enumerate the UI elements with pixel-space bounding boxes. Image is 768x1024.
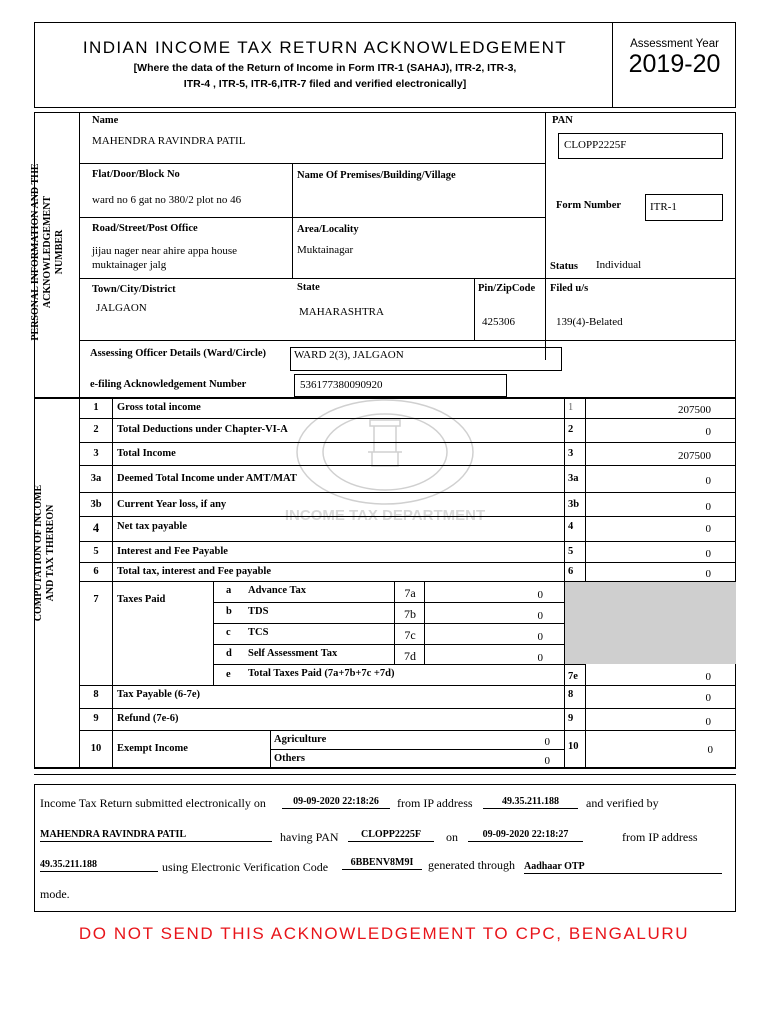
do-not-send-warning: DO NOT SEND THIS ACKNOWLEDGEMENT TO CPC, BENGALURU <box>78 924 690 943</box>
row-number: 3a <box>90 473 102 484</box>
row-label: Gross total income <box>117 402 201 413</box>
ip-address-2: 49.35.211.188 <box>40 858 158 872</box>
row-value: 0 <box>707 744 713 756</box>
svg-text:INCOME TAX DEPARTMENT: INCOME TAX DEPARTMENT <box>284 507 486 524</box>
row-value: 0 <box>705 426 711 438</box>
row-number: 8 <box>93 689 99 700</box>
flat-value: ward no 6 gat no 380/2 plot no 46 <box>92 194 242 206</box>
row-number: 1 <box>93 402 99 413</box>
row-label: Total tax, interest and Fee payable <box>117 566 271 577</box>
row-number: 2 <box>93 424 99 435</box>
name-value: MAHENDRA RAVINDRA PATIL <box>92 135 246 147</box>
tax-item-label: Self Assessment Tax <box>248 648 338 659</box>
row-number: 7 <box>93 594 99 605</box>
row-value: 0 <box>705 501 711 513</box>
tax-total-value: 0 <box>705 671 711 683</box>
verification-text-4: having PAN <box>280 830 339 844</box>
row-number: 3 <box>93 448 99 459</box>
row-value: 207500 <box>678 450 711 462</box>
name-label: Name <box>92 115 119 126</box>
personal-section-label: PERSONAL INFORMATION AND THE ACKNOWLEDGEMENT NUMBER <box>30 163 65 341</box>
road-label: Road/Street/Post Office <box>92 223 198 234</box>
town-label: Town/City/District <box>92 284 176 295</box>
taxes-paid-shaded-area <box>565 582 736 664</box>
row-number: 9 <box>93 713 99 724</box>
verification-text-3: and verified by <box>586 796 659 810</box>
verification-text-7: using Electronic Verification Code <box>162 860 329 874</box>
status-value: Individual <box>596 259 642 271</box>
area-value: Muktainagar <box>297 244 354 256</box>
row-label: Interest and Fee Payable <box>117 546 228 557</box>
row-code: 4 <box>568 521 574 532</box>
row-code: 9 <box>568 713 574 724</box>
document-subtitle-line2: ITR-4 , ITR-5, ITR-6,ITR-7 filed and verified electronically] <box>183 78 467 90</box>
road-value-line2: muktainager jalg <box>92 259 167 271</box>
tax-item-value: 0 <box>537 652 543 664</box>
pin-value: 425306 <box>482 316 515 328</box>
verified-by: MAHENDRA RAVINDRA PATIL <box>40 828 272 842</box>
form-number-label: Form Number <box>556 200 622 211</box>
ip-address-1: 49.35.211.188 <box>483 795 578 809</box>
row-number: 5 <box>93 546 99 557</box>
row-label: Taxes Paid <box>117 594 166 605</box>
row-code: 6 <box>568 566 574 577</box>
row-label: Refund (7e-6) <box>117 713 179 724</box>
flat-label: Flat/Door/Block No <box>92 169 180 180</box>
row-code: 8 <box>568 689 574 700</box>
tax-total-code: 7e <box>568 671 578 682</box>
row-label: Deemed Total Income under AMT/MAT <box>117 473 297 484</box>
document-title: INDIAN INCOME TAX RETURN ACKNOWLEDGEMENT <box>82 38 568 57</box>
tax-item-label: TDS <box>248 606 269 617</box>
row-number: 10 <box>90 743 102 754</box>
road-value-line1: jijau nager near ahire appa house <box>92 245 238 257</box>
pan-value: CLOPP2225F <box>564 139 627 151</box>
ack-label: e-filing Acknowledgement Number <box>90 379 247 390</box>
row-label: Total Deductions under Chapter-VI-A <box>117 424 288 435</box>
tax-item-code: 7b <box>404 607 416 621</box>
others-value: 0 <box>544 755 550 767</box>
tax-item-code: 7a <box>404 586 416 600</box>
tax-item-value: 0 <box>537 610 543 622</box>
row-label: Net tax payable <box>117 521 187 532</box>
income-tax-department-emblem <box>270 392 500 540</box>
tax-item-code: 7c <box>404 628 416 642</box>
verified-on: 09-09-2020 22:18:27 <box>468 828 583 842</box>
verification-text-8: generated through <box>428 858 515 872</box>
row-label: Tax Payable (6-7e) <box>117 689 201 700</box>
status-label: Status <box>550 261 579 272</box>
row-label: Current Year loss, if any <box>117 499 227 510</box>
tax-item-code: 7d <box>404 649 416 663</box>
assessment-year: 2019-20 <box>628 50 721 78</box>
area-label: Area/Locality <box>297 224 359 235</box>
row-code: 10 <box>568 741 579 752</box>
row-label: Total Income <box>117 448 176 459</box>
verified-pan: CLOPP2225F <box>348 828 434 842</box>
row-code: 1 <box>568 402 574 413</box>
pin-label: Pin/ZipCode <box>478 283 536 294</box>
tax-item-letter: c <box>226 627 231 638</box>
row-value: 0 <box>705 475 711 487</box>
row-code: 5 <box>568 546 574 557</box>
row-code: 3 <box>568 448 574 459</box>
verification-text-2: from IP address <box>397 796 473 810</box>
others-label: Others <box>274 753 305 764</box>
tax-item-value: 0 <box>537 589 543 601</box>
filed-label: Filed u/s <box>550 283 589 294</box>
state-label: State <box>297 282 320 293</box>
tax-total-letter: e <box>226 669 231 680</box>
ao-value: WARD 2(3), JALGAON <box>294 349 404 361</box>
town-value: JALGAON <box>96 302 147 314</box>
ao-label: Assessing Officer Details (Ward/Circle) <box>90 348 267 359</box>
tax-item-value: 0 <box>537 631 543 643</box>
row-code: 2 <box>568 424 574 435</box>
row-number: 4 <box>92 521 100 535</box>
submitted-on: 09-09-2020 22:18:26 <box>282 795 390 809</box>
document-subtitle-line1: [Where the data of the Return of Income in Form ITR-1 (SAHAJ), ITR-2, ITR-3, <box>133 62 517 74</box>
row-value: 0 <box>705 523 711 535</box>
verification-text-5: on <box>446 830 458 844</box>
agri-value: 0 <box>544 736 550 748</box>
tax-item-letter: a <box>226 585 232 596</box>
row-number: 6 <box>93 566 99 577</box>
row-code: 3a <box>568 473 579 484</box>
tax-item-label: TCS <box>248 627 269 638</box>
row-value: 0 <box>705 568 711 580</box>
row-label: Exempt Income <box>117 743 188 754</box>
ack-value: 536177380090920 <box>300 379 383 391</box>
agri-label: Agriculture <box>274 734 327 745</box>
computation-section-label: COMPUTATION OF INCOME AND TAX THEREON <box>33 484 56 622</box>
premises-label: Name Of Premises/Building/Village <box>297 170 456 181</box>
state-value: MAHARASHTRA <box>299 306 384 318</box>
filed-value: 139(4)-Belated <box>556 316 623 328</box>
evc-code: 6BBENV8M9I <box>342 856 422 870</box>
assessment-year-label: Assessment Year <box>630 38 719 50</box>
row-value: 0 <box>705 716 711 728</box>
verification-text-1: Income Tax Return submitted electronically on <box>40 796 266 810</box>
row-code: 3b <box>568 499 580 510</box>
tax-item-label: Advance Tax <box>248 585 307 596</box>
form-number-value: ITR-1 <box>650 201 677 213</box>
generated-through: Aadhaar OTP <box>524 860 722 874</box>
pan-label: PAN <box>552 115 573 126</box>
row-value: 0 <box>705 548 711 560</box>
tax-item-letter: d <box>226 648 232 659</box>
tax-total-label: Total Taxes Paid (7a+7b+7c +7d) <box>248 668 395 679</box>
row-value: 207500 <box>678 404 711 416</box>
verification-text-6: from IP address <box>622 830 698 844</box>
verification-text-9: mode. <box>40 887 70 901</box>
row-number: 3b <box>90 499 102 510</box>
row-value: 0 <box>705 692 711 704</box>
tax-item-letter: b <box>226 606 232 617</box>
